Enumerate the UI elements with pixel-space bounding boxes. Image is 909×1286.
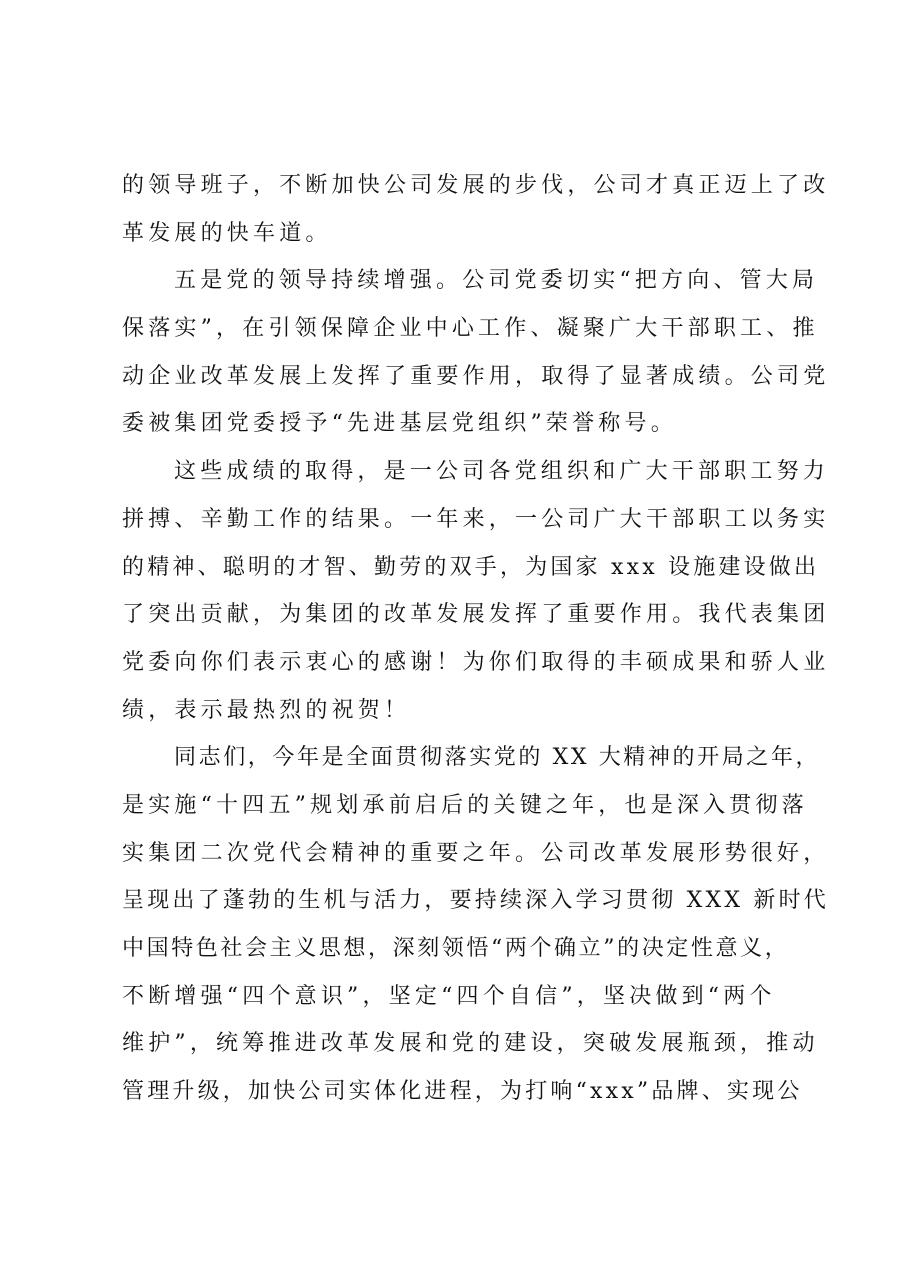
text-line: 委被集团党委授予“先进基层党组织”荣誉称号。 [122, 411, 677, 437]
text-line: 的领导班子，不断加快公司发展的步伐，公司才真正迈上了改 [122, 173, 830, 198]
text-line: 是实施“十四五”规划承前启后的关键之年，也是深入贯彻落 [122, 792, 808, 818]
paragraph-start-line: 这些成绩的取得，是一公司各党组织和广大干部职工努力 [174, 459, 830, 485]
text-line: 的精神、聪明的才智、勤劳的双手，为国家 xxx 设施建设做出 [122, 554, 820, 580]
paragraph-start-line: 同志们，今年是全面贯彻落实党的 XX 大精神的开局之年， [174, 745, 821, 771]
text-line: 中国特色社会主义思想，深刻领悟“两个确立”的决定性意义， [122, 936, 790, 961]
paragraph-start-line: 五是党的领导持续增强。公司党委切实“把方向、管大局 [174, 268, 819, 294]
text-line: 党委向你们表示衷心的感谢！为你们取得的丰硕成果和骄人业 [122, 649, 830, 675]
document-body [122, 162, 830, 1116]
text-line: 实集团二次党代会精神的重要之年。公司改革发展形势很好， [122, 840, 830, 866]
text-line: 革发展的快车道。 [122, 220, 332, 246]
text-line: 动企业改革发展上发挥了重要作用，取得了显著成绩。公司党 [122, 363, 830, 389]
text-line: 保落实”，在引领保障企业中心工作、凝聚广大干部职工、推 [122, 316, 819, 342]
text-line: 维护”，统筹推进改革发展和党的建设，突破发展瓶颈，推动 [122, 1031, 819, 1057]
text-line: 绩，表示最热烈的祝贺！ [122, 697, 411, 723]
text-line: 不断增强“四个意识”，坚定“四个自信”，坚决做到“两个 [122, 983, 776, 1009]
text-line: 管理升级，加快公司实体化进程，为打响“xxx”品牌、实现公 [122, 1079, 803, 1105]
text-line: 拼搏、辛勤工作的结果。一年来，一公司广大干部职工以务实 [122, 506, 830, 532]
text-line: 了突出贡献，为集团的改革发展发挥了重要作用。我代表集团 [122, 602, 830, 628]
text-line: 呈现出了蓬勃的生机与活力，要持续深入学习贯彻 XXX 新时代 [122, 888, 829, 914]
